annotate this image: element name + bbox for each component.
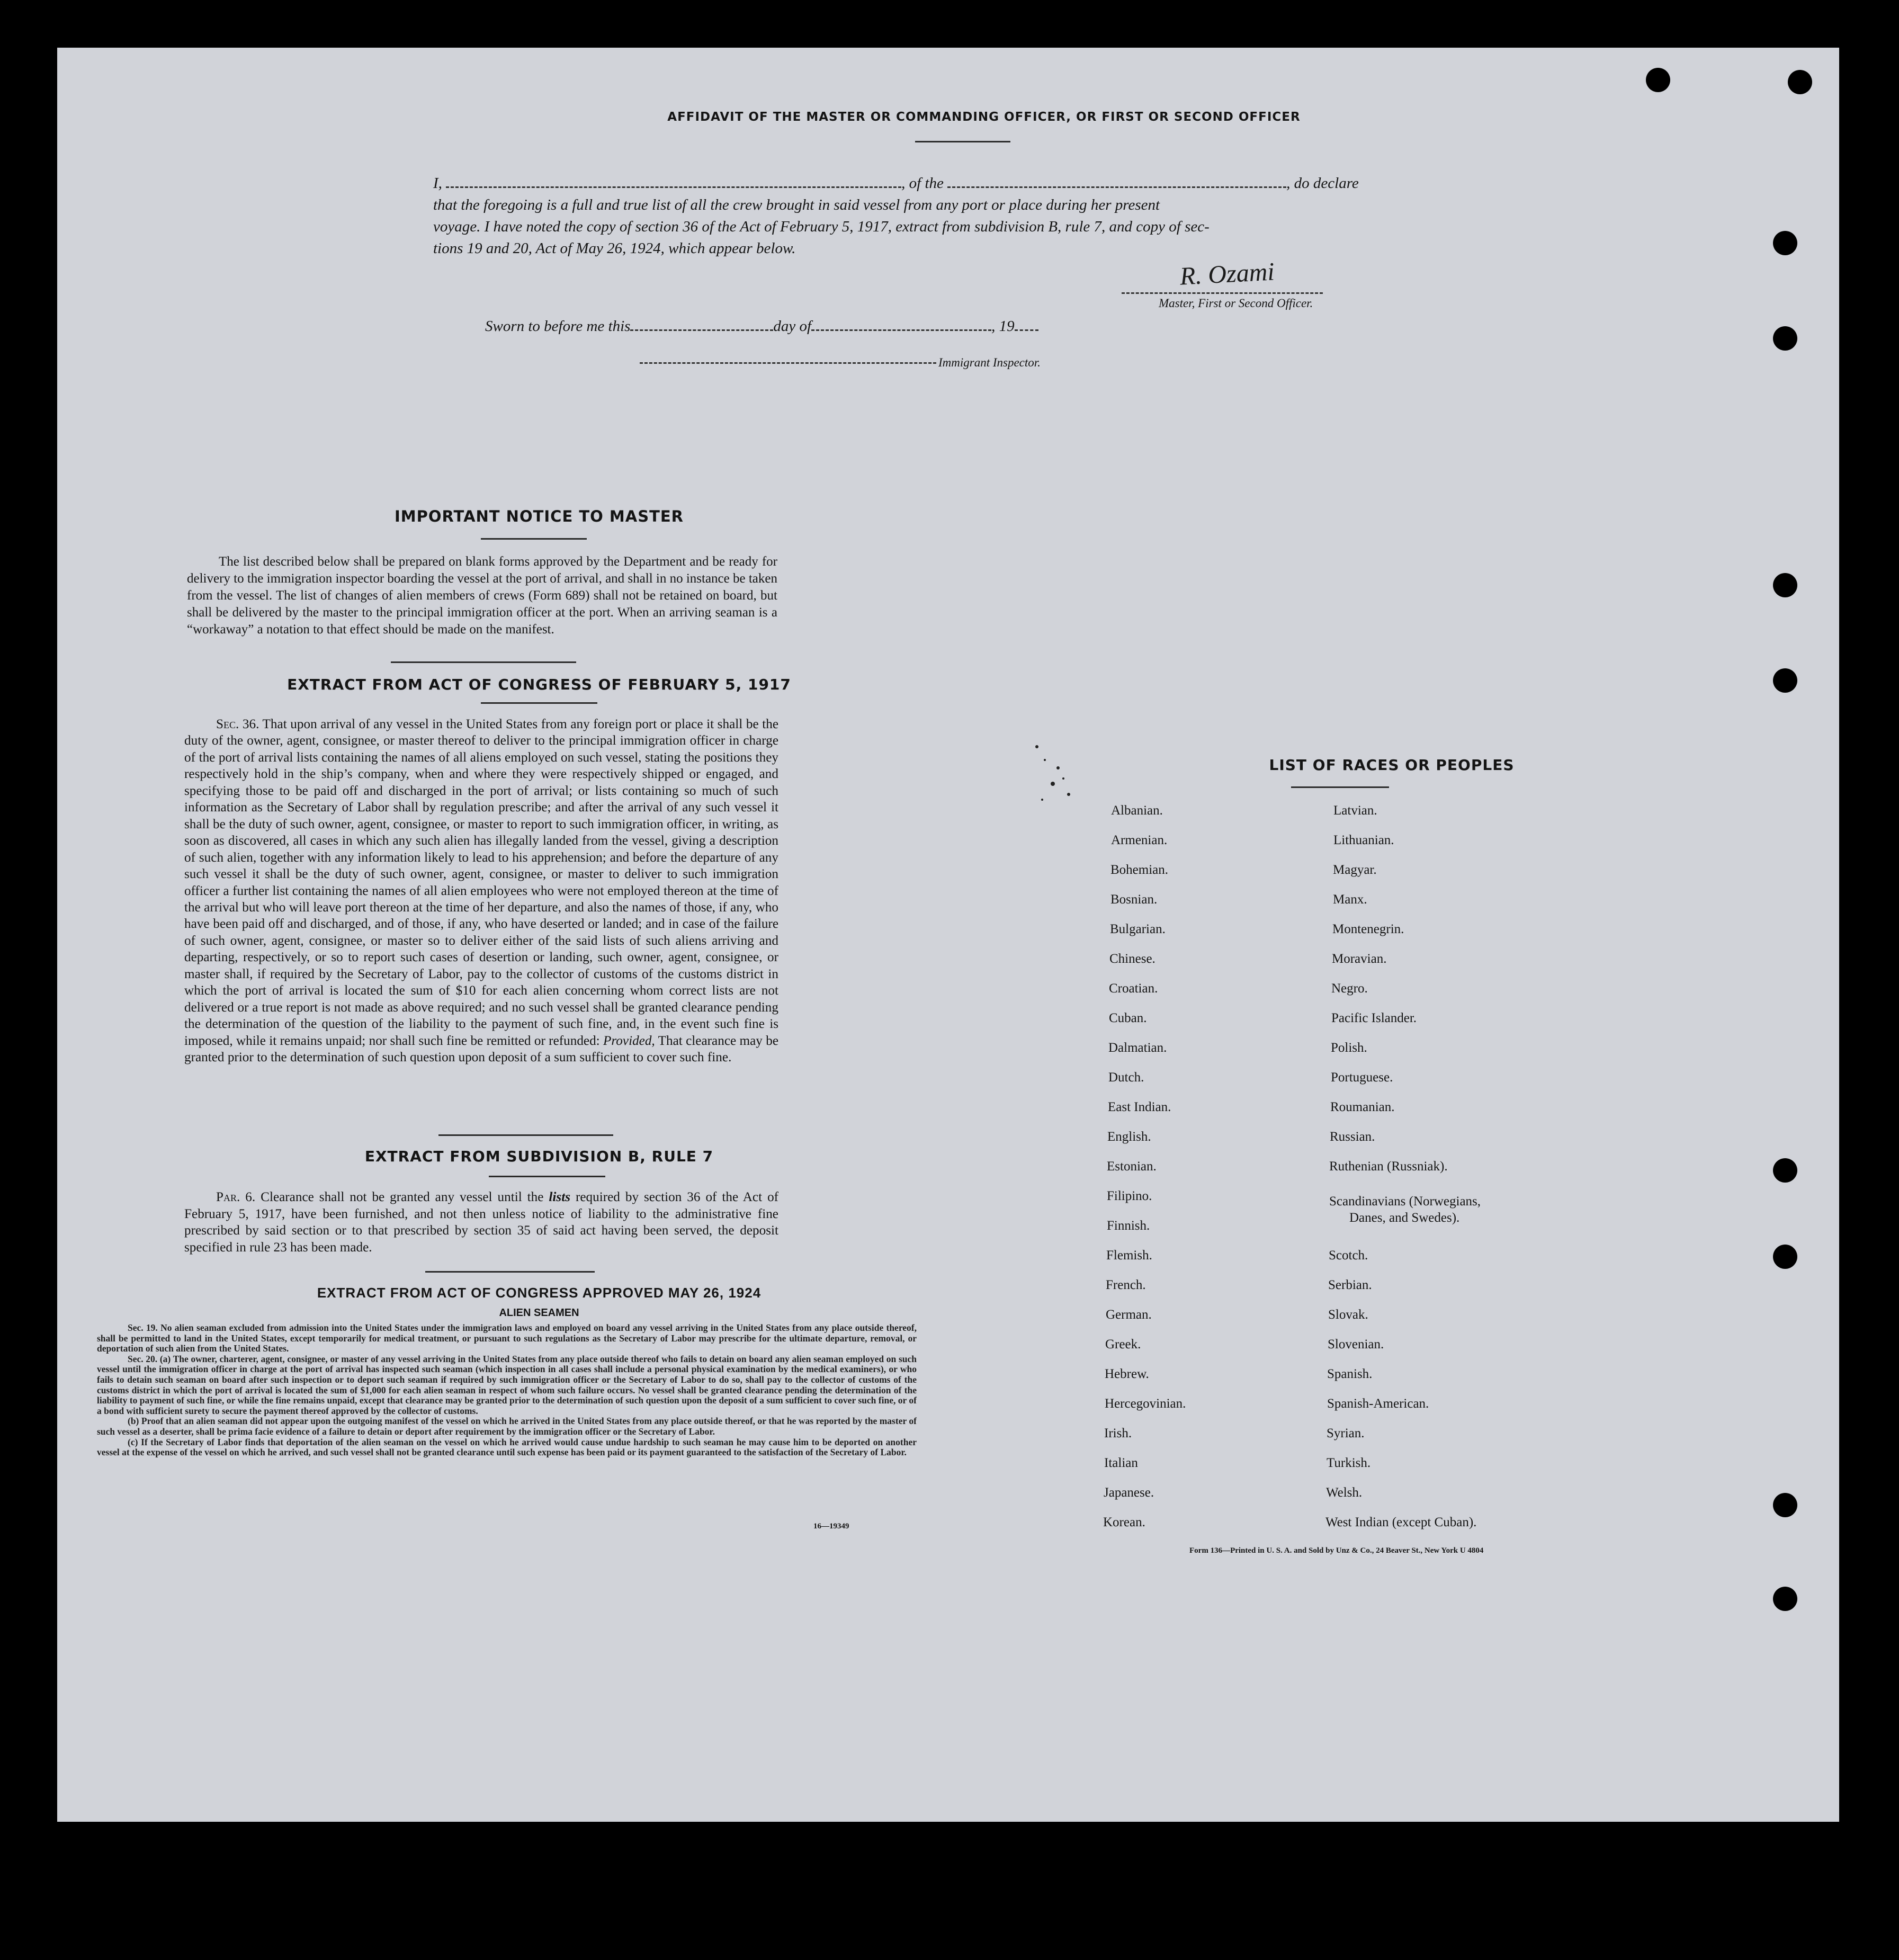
race-item: Lithuanian. [1333,833,1394,847]
proviso-word: Provided, [603,1033,655,1048]
race-item: Magyar. [1333,863,1377,877]
affidavit-line-2: that the foregoing is a full and true list of all the crew brought in said vessel from any port or place during her present [433,196,1160,213]
punch-hole [1773,231,1797,255]
signature-area [1100,259,1323,297]
rule7-text [184,1189,778,1256]
race-item: West Indian (except Cuban). [1325,1515,1477,1529]
sworn-day-label: day of [773,318,812,335]
race-item: Negro. [1331,981,1368,996]
race-item: Finnish. [1107,1219,1150,1233]
race-item: Portuguese. [1331,1070,1393,1085]
race-item: Bosnian. [1110,892,1158,907]
race-item: Dalmatian. [1108,1041,1167,1055]
race-item: Estonian. [1107,1159,1157,1174]
section-20a-text: Sec. 20. (a) The owner, charterer, agent, consignee, or master of any vessel arriving in the United States from any place outside thereof who fails to detain on board any alien seaman employed on such vessel until the immigration officer in charge at the port of arrival has inspected such seaman (which inspection in all cases shall include a personal physical examination by the medical examiners), or who fails to detain such seaman on board after such inspection or to deport such seaman if required by such immigration officer or the Secretary of Labor to do so, shall pay to the collector of customs of the customs district in which the port of arrival is located the sum of $1,000 for each alien seaman in respect of whom such failure occurs. No vessel shall be granted clearance pending the determination of the liability to payment of such fine, or while the fine remains unpaid, except that clearance may be granted prior to the determination of such question upon the deposit of a sum sufficient to cover such fine, or of a bond with sufficient surety to secure the payment thereof approved by the collector of customs. [97,1353,917,1416]
race-item: Slovenian. [1328,1337,1384,1352]
race-item: Welsh. [1326,1485,1363,1500]
punch-hole [1773,1493,1797,1517]
punch-hole [1646,68,1670,92]
race-item: Slovak. [1328,1308,1368,1322]
divider [489,1176,605,1177]
race-item: Albanian. [1111,803,1163,818]
race-item: Pacific Islander. [1331,1011,1417,1025]
race-item: Syrian. [1327,1426,1365,1440]
form-code: 16—19349 [813,1522,849,1531]
race-item: Flemish. [1106,1248,1152,1263]
sworn-prefix: Sworn to before me this [485,318,631,335]
sworn-year-blank [1015,314,1038,331]
rule7-text-b: required by section 36 of the Act of February 5, 1917, have been furnished, and not then unless notice of liability to the administrative fine prescribed by said section or to that prescribed by section 35 of said act having been served, the deposit specified in rule 23 has been made. [184,1190,779,1255]
punch-hole [1773,573,1797,597]
sworn-line [485,314,1226,335]
race-item: Bohemian. [1110,863,1169,877]
section-20b-text: (b) Proof that an alien seaman did not appear upon the outgoing manifest of the vessel on which he arrived in the United States from any place outside thereof, or that he was reported by the master of such vessel as a deserter, shall be prima facie evidence of a failure to detain or deport after requirement by the immigration officer or the Secretary of Labor. [97,1416,917,1437]
race-item: Italian [1104,1456,1138,1470]
divider [915,141,1010,142]
scan-specks [1026,736,1090,816]
race-item: Spanish-American. [1327,1397,1429,1411]
race-item: Turkish. [1327,1456,1371,1470]
affidavit-i-label: I, [433,175,442,192]
affidavit-declare-label: , do declare [1286,175,1359,192]
race-item: Latvian. [1333,803,1377,818]
race-item: Spanish. [1327,1367,1373,1381]
race-item: Roumanian. [1330,1100,1395,1114]
divider [481,702,597,704]
race-item: East Indian. [1108,1100,1171,1114]
affidavit-line-1 [433,171,1482,192]
affidavit-of-the-label: , of the [901,175,944,192]
section-19-text: Sec. 19. No alien seaman excluded from admission into the United States under the immigration laws and employed on board any vessel arriving in the United States from any place outside thereof, shall be permitted to land in the United States, except temporarily for medical treatment, or pursuant to such regulations as the Secretary of Labor may prescribe for the ultimate departure, removal, or deportation of such alien from the United States. [97,1322,917,1354]
punch-hole [1788,70,1812,94]
race-item: French. [1106,1278,1146,1292]
sworn-day-blank [630,314,773,331]
paragraph-label: Par. 6. [216,1190,256,1204]
punch-hole [1773,668,1797,693]
rule7-title: EXTRACT FROM SUBDIVISION B, RULE 7 [364,1148,714,1165]
race-item: English. [1107,1130,1151,1144]
race-item: German. [1106,1308,1152,1322]
race-item: Irish. [1104,1426,1132,1440]
extract-1924-title: EXTRACT FROM ACT OF CONGRESS APPROVED MAY 26, 1924 [317,1285,762,1301]
race-item: Japanese. [1104,1485,1154,1500]
race-item: Armenian. [1111,833,1168,847]
proviso-text: That clearance may be granted prior to the determination of such question upon deposit of a sum sufficient to cover such fine. [184,1033,779,1065]
signature-caption: Master, First or Second Officer. [1159,297,1313,310]
divider [1291,786,1389,788]
divider [425,1271,595,1273]
inspector-line [640,362,936,364]
extract-1917-title: EXTRACT FROM ACT OF CONGRESS OF FEBRUARY 5, 1917 [287,676,791,693]
race-item: Greek. [1105,1337,1141,1352]
race-item: Montenegrin. [1332,922,1404,936]
notice-title: IMPORTANT NOTICE TO MASTER [394,507,684,525]
race-item: Serbian. [1328,1278,1372,1292]
notice-text: The list described below shall be prepared on blank forms approved by the Department and be ready for delivery to the immigration inspector boarding the vessel at the port of arrival, and shall in no instance be taken from the vessel. The list of changes of alien members of crews (Form 689) shall not be retained on board, but shall be delivered by the master to the principal immigration officer at the port. When an arriving seaman is a “workaway” a notation to that effect should be made on the manifest. [187,554,777,637]
signature-line [1122,292,1323,294]
race-item: Croatian. [1109,981,1158,996]
extract-1924-body [97,1323,917,1458]
race-item: Hebrew. [1105,1367,1149,1381]
race-item: Korean. [1103,1515,1145,1529]
race-item: Polish. [1331,1041,1367,1055]
affidavit-title: AFFIDAVIT OF THE MASTER OR COMMANDING OFFICER, OR FIRST OR SECOND OFFICER [667,110,1301,124]
extract-1917-text [184,716,778,1066]
sworn-year-label: , 19 [991,318,1015,335]
races-title: LIST OF RACES OR PEOPLES [1269,756,1515,774]
race-item: Bulgarian. [1110,922,1166,936]
affidavit-line-3: voyage. I have noted the copy of section 36 of the Act of February 5, 1917, extract from subdivision B, rule 7, and copy of sec- [433,218,1210,235]
vessel-blank [947,171,1286,188]
punch-hole [1773,1158,1797,1183]
race-item: Dutch. [1108,1070,1144,1085]
lists-word: lists [549,1190,571,1204]
section-20c-text: (c) If the Secretary of Labor finds that deportation of the alien seaman on the vessel on which he arrived would cause undue hardship to such seaman he may cause him to be deported on another vessel at the expense of the vessel on which he arrived, and such vessel shall not be granted clearance until such expense has been paid or its payment guaranteed to the satisfaction of the Secretary of Labor. [97,1436,917,1458]
affidavit-line-4: tions 19 and 20, Act of May 26, 1924, which appear below. [433,240,796,257]
race-item: Chinese. [1109,952,1155,966]
race-item: Manx. [1333,892,1367,907]
divider [438,1134,613,1136]
rule7-text-a: Clearance shall not be granted any vessel until the [261,1190,544,1204]
race-item: Scandinavians (Norwegians, [1329,1194,1481,1209]
race-item: Russian. [1330,1130,1375,1144]
race-item: Danes, and Swedes). [1349,1211,1460,1225]
section-36-text: That upon arrival of any vessel in the United States from any foreign port or place it shall be the duty of the owner, agent, consignee, or master thereof to deliver to the principal immigration officer in charge of the port of arrival lists containing the names of all aliens employed on such vessel, stating the positions they respectively hold in the ship’s company, when and where they were respectively shipped or engaged, and specifying those to be paid off and discharged in the port of arrival; or lists containing so much of such information as the Secretary of Labor shall by regulation prescribe; and after the arrival of any such vessel it shall be the duty of such owner, agent, consignee, or master to report to such immigration officer, in writing, as soon as discovered, all cases in which any such alien has illegally landed from the vessel, giving a description of such alien, together with any information likely to lead to his apprehension; and before the departure of any such vessel it shall be the duty of such owner, agent, consignee, or master to deliver to such immigration officer a further list containing the names of all alien employees who were not employed thereon at the time of the arrival but who will leave port thereon at the time of her departure, and also the names of those, if any, who have been paid off and discharged, and of those, if any, who have deserted or landed; and in case of the failure of such owner, agent, consignee, or master so to deliver either of the said lists of such aliens arriving and departing, respectively, or so to report such cases of desertion or landing, such owner, agent, consignee, or master shall, if required by the Secretary of Labor, pay to the collector of customs of the customs district in which the port of arrival is located the sum of $10 for each alien concerning whom correct lists are not delivered or a true report is not made as above required; and no such vessel shall be granted clearance pending the determination of the question of the liability to the payment of such fine, and, in the event such fine is imposed, while it remains unpaid; nor shall such fine be remitted or refunded: [184,717,778,1048]
printer-footer: Form 136—Printed in U. S. A. and Sold by Unz & Co., 24 Beaver St., New York U 4804 [1189,1546,1484,1555]
punch-hole [1773,1587,1797,1611]
extract-1924-subtitle: ALIEN SEAMEN [499,1307,579,1319]
inspector-caption: Immigrant Inspector. [938,356,1041,369]
race-item: Moravian. [1332,952,1387,966]
name-blank [446,171,901,188]
document-sheet [57,48,1839,1822]
divider [391,661,576,663]
race-item: Scotch. [1329,1248,1368,1263]
section-label: Sec. 36. [216,717,259,731]
race-item: Cuban. [1109,1011,1147,1025]
race-item: Filipino. [1107,1189,1152,1203]
punch-hole [1773,1245,1797,1269]
punch-hole [1773,326,1797,351]
race-item: Ruthenian (Russniak). [1329,1159,1448,1174]
divider [481,538,587,540]
signature: R. Ozami [1179,257,1275,291]
race-item: Hercegovinian. [1105,1397,1186,1411]
sworn-month-blank [811,314,991,331]
